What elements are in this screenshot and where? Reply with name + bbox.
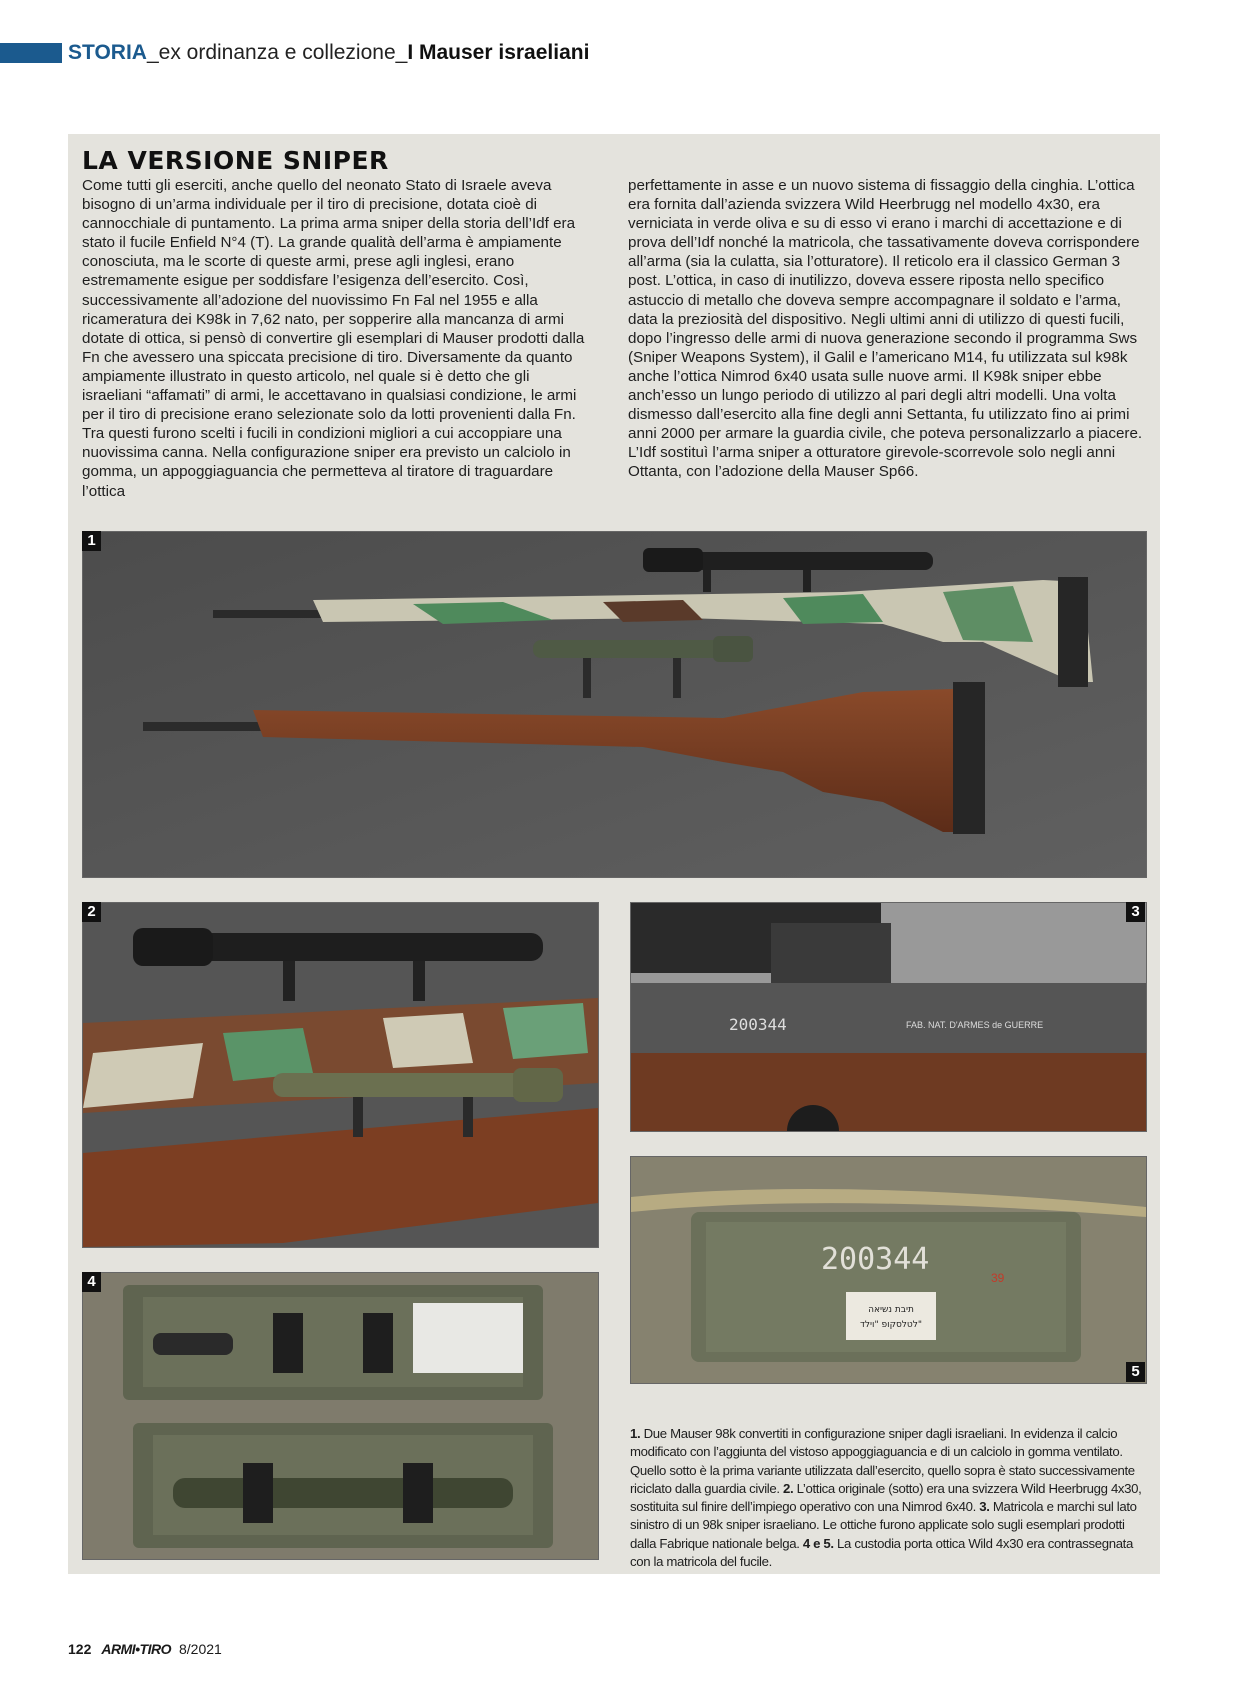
photo-1-number: 1 xyxy=(82,531,101,551)
photo-3-serial-markings xyxy=(630,902,1147,1132)
photo-2-number: 2 xyxy=(82,902,101,922)
issue-date: 8/2021 xyxy=(178,1641,222,1657)
caption-num-1: 1. xyxy=(630,1426,641,1441)
photo-caption xyxy=(630,1425,1150,1571)
section-label: STORIA xyxy=(68,41,147,64)
photo-5-serial: 200344 xyxy=(821,1242,930,1277)
text-column-1 xyxy=(82,176,587,501)
photo-1-two-rifles xyxy=(82,531,1147,878)
photo-5-label-line-2: לטלסקופ "וילד" xyxy=(860,1320,922,1330)
box-title: LA VERSIONE SNIPER xyxy=(82,146,389,175)
photo-5-number: 5 xyxy=(1126,1362,1145,1382)
photo-1-illustration xyxy=(83,532,1146,877)
caption-num-3: 3. xyxy=(979,1499,990,1515)
photo-3-illustration xyxy=(631,903,1146,1131)
photo-5-scope-case-closed xyxy=(630,1156,1147,1384)
photo-4-illustration xyxy=(83,1273,598,1559)
photo-5-label-line-1: תיבת נשיאה xyxy=(868,1305,914,1315)
photo-4-number: 4 xyxy=(82,1272,101,1292)
header-accent-bar xyxy=(0,43,62,63)
photo-5-illustration xyxy=(631,1157,1146,1383)
caption-text-2: L’ottica originale (sotto) era una svizzera Wild Heerbrugg 4x30, sostituita sul finire dell’impiego operativo con una Nimrod 6x40. xyxy=(630,1480,1142,1515)
photo-2-scopes-closeup xyxy=(82,902,599,1248)
caption-text-4-5: La custodia porta ottica Wild 4x30 era contrassegnata con la matricola del fucile. xyxy=(630,1535,1133,1570)
subsection-label: _ex ordinanza e collezione_ xyxy=(146,41,408,64)
page-number: 122 xyxy=(68,1641,92,1657)
caption-text-3: Matricola e marchi sul lato sinistro di un 98k sniper israeliano. Le ottiche furono applicate solo sugli esemplari prodotti dalla Fabrique nationale belga. xyxy=(630,1499,1137,1551)
photo-3-serial: 200344 xyxy=(729,1015,787,1034)
column-2-text: perfettamente in asse e un nuovo sistema di fissaggio della cinghia. L’ottica era fornita dall’azienda svizzera Wild Heerbrugg nel modello 4x30, era verniciata in verde oliva e su di esso vi erano i marchi di accettazione e di prova dell’Idf nonché la matricola, che tassativamente doveva corrispondere all’arma (sia la culatta, sia l’otturatore). Il reticolo era il classico German 3 post. L’ottica, in caso di inutilizzo, doveva essere riposta nello specifico astuccio di metallo che doveva sempre accompagnare il soldato e l’arma, data la preziosità del dispositivo. Negli ultimi anni di utilizzo di questi fucili, dopo l’ingresso delle armi di nuova generazione secondo il programma Sws (Sniper Weapons System), il Galil e l’americano M14, fu utilizzata sul k98k anche l’ottica Nimrod 6x40 usata sulle nuove armi. Il K98k sniper ebbe anch’esso un lungo periodo di utilizzo al pari degli altri modelli. Una volta dismesso dall’esercito alla fine degli anni Settanta, fu utilizzato fino ai primi anni 2000 per armare la guardia civile, che poteva personalizzarlo a piacere. L’Idf sostituì l’arma sniper a otturatore girevole-scorrevole solo negli anni Ottanta, con l’adozione della Mauser Sp66. xyxy=(628,177,1143,481)
photo-4-scope-cases-open xyxy=(82,1272,599,1560)
topic-label: I Mauser israeliani xyxy=(407,41,590,64)
column-1-text: Come tutti gli eserciti, anche quello del neonato Stato di Israele aveva bisogno di un’arma individuale per il tiro di precisione, dotata cioè di cannocchiale di puntamento. La prima arma sniper della storia dell’Idf era stato il fucile Enfield N°4 (T). La grande qualità dell’arma è ampiamente conosciuta, ma le scorte di queste armi, prese agli inglesi, erano estremamente esigue per soddisfare l’esigenza dell’esercito. Così, successivamente all’adozione del nuovissimo Fn Fal nel 1955 e alla ricameratura dei K98k in 7,62 nato, per sopperire alla mancanza di armi dotate di ottica, si pensò di convertire gli esemplari di Mauser prodotti dalla Fn che avessero una spiccata precisione di tiro. Diversamente da quanto ampiamente illustrato in questo articolo, nel quale si è detto che gli israeliani “affamati” di armi, le accettavano in qualsiasi condizione, le armi per il tiro di precisione erano selezionate solo da lotti provenienti dalla Fn. Tra questi furono scelti i fucili in condizioni migliori a cui accoppiare una nuovissima canna. Nella configurazione sniper era previsto un calciolo in gomma, un appoggiaguancia che permetteva al tiratore di traguardare l’ottica xyxy=(82,177,585,500)
photo-5-mark: 39 xyxy=(991,1271,1005,1285)
caption-text-1: Due Mauser 98k convertiti in configurazione sniper dagli israeliani. In evidenza il calcio modificato con l’aggiunta del vistoso appoggiaguancia e di un calciolo in gomma ventilato. Quello sotto è la prima variante utilizzata dall’esercito, quello sopra è stato successivamente riciclato dalla guardia civile. xyxy=(630,1426,1135,1496)
caption-num-2: 2. xyxy=(783,1480,794,1496)
photo-2-illustration xyxy=(83,903,598,1247)
page-footer xyxy=(68,1641,222,1657)
text-column-2 xyxy=(628,176,1148,482)
magazine-name: ARMI•TIRO xyxy=(101,1641,171,1657)
caption-num-4-5: 4 e 5. xyxy=(802,1535,834,1551)
photo-3-number: 3 xyxy=(1126,902,1145,922)
running-header xyxy=(68,41,589,65)
photo-3-maker-mark: FAB. NAT. D'ARMES de GUERRE xyxy=(906,1020,1044,1030)
